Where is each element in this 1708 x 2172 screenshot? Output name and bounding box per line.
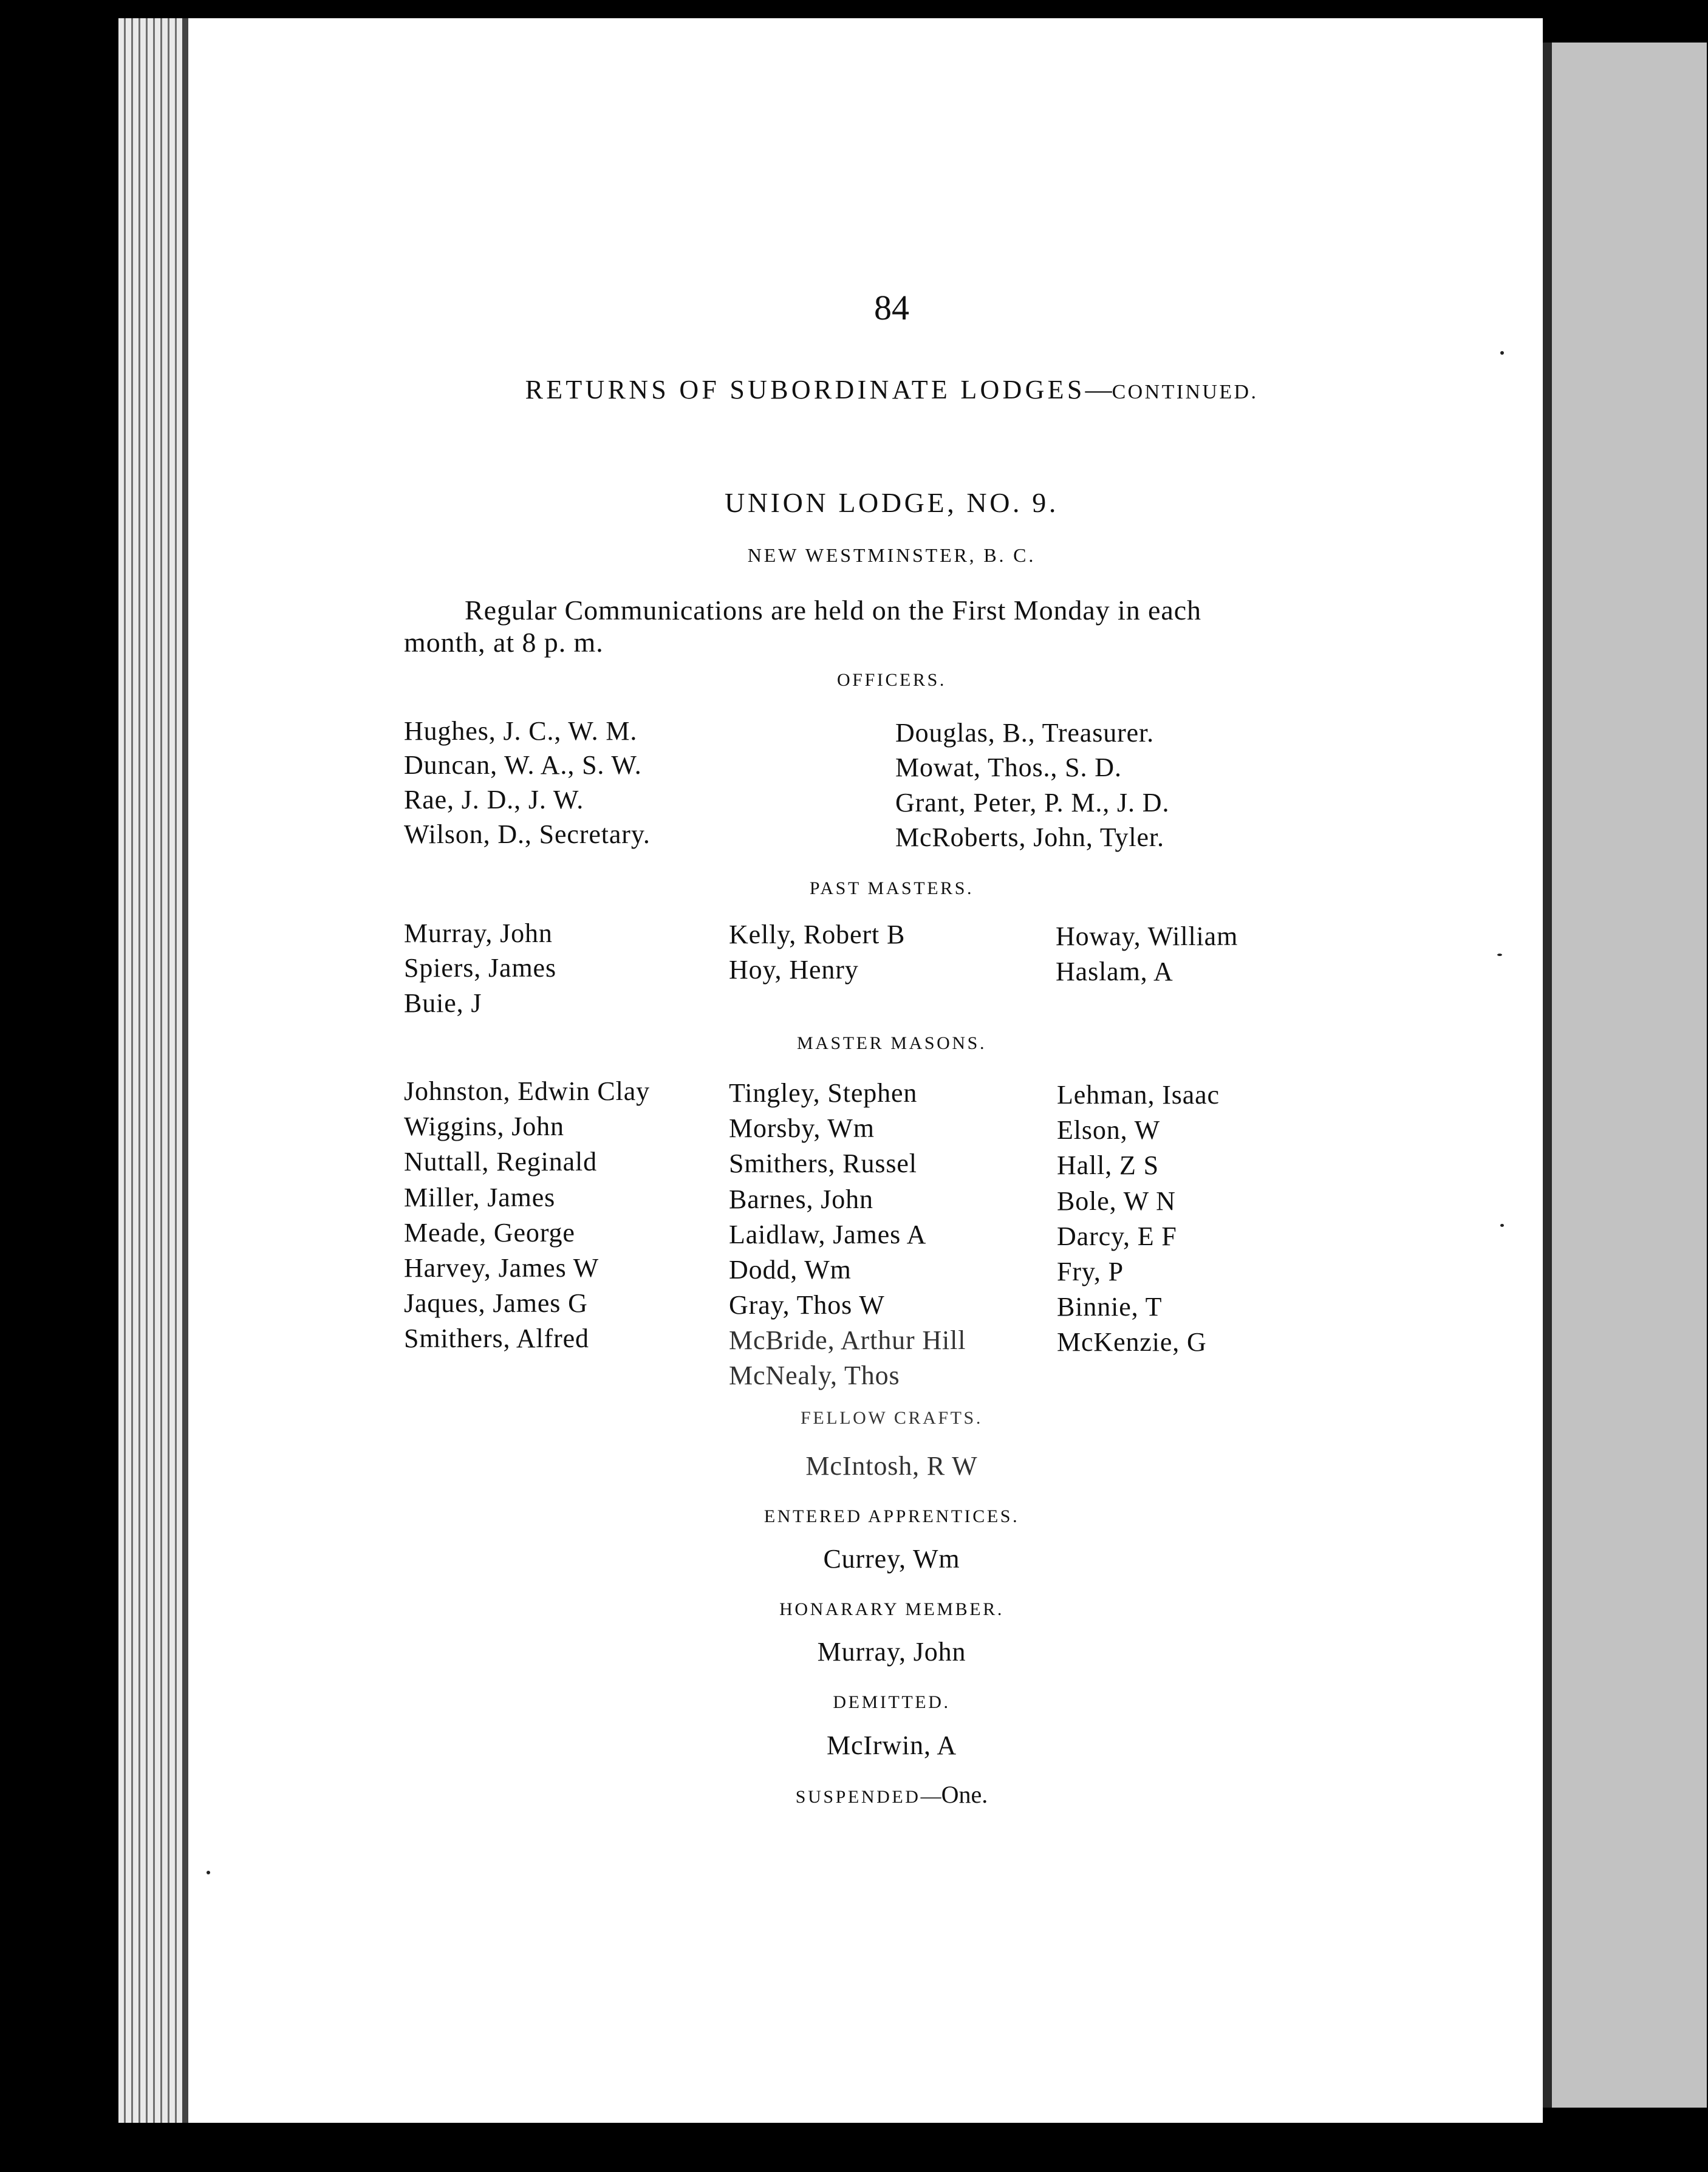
suspended-label: SUSPENDED: [795, 1787, 921, 1807]
scan-speck: [1497, 954, 1502, 956]
officers-heading: OFFICERS.: [837, 670, 946, 690]
past-master-c2-2: Hoy, Henry: [729, 955, 859, 985]
page-number: 84: [874, 288, 909, 327]
master-mason-c2-8: McBride, Arthur Hill: [729, 1325, 966, 1355]
suspended-dash: —: [920, 1785, 941, 1808]
suspended-line: [796, 1783, 988, 1807]
fellow-crafts-name: McIntosh, R W: [805, 1451, 978, 1481]
master-mason-c1-8: Smithers, Alfred: [404, 1323, 589, 1353]
suspended-value: One.: [941, 1781, 988, 1808]
officer-left-1: Hughes, J. C., W. M.: [404, 716, 638, 746]
master-masons-heading: MASTER MASONS.: [796, 1033, 987, 1053]
officer-right-3: Grant, Peter, P. M., J. D.: [895, 788, 1170, 818]
running-title-main: RETURNS OF SUBORDINATE LODGES: [525, 375, 1085, 405]
master-mason-c2-4: Barnes, John: [729, 1184, 873, 1214]
demitted-heading: DEMITTED.: [833, 1692, 951, 1712]
master-mason-c1-5: Meade, George: [404, 1218, 575, 1248]
master-mason-c1-3: Nuttall, Reginald: [404, 1147, 598, 1176]
running-title-suffix: CONTINUED.: [1112, 381, 1259, 403]
entered-apprentices-name: Currey, Wm: [823, 1544, 960, 1574]
master-mason-c2-3: Smithers, Russel: [729, 1149, 917, 1178]
master-mason-c3-8: McKenzie, G: [1057, 1327, 1207, 1357]
master-mason-c3-1: Lehman, Isaac: [1057, 1080, 1220, 1110]
officer-right-1: Douglas, B., Treasurer.: [895, 718, 1155, 748]
officer-right-2: Mowat, Thos., S. D.: [895, 753, 1122, 782]
past-master-c1-2: Spiers, James: [404, 953, 556, 983]
past-master-c3-1: Howay, William: [1056, 921, 1238, 951]
master-mason-c1-2: Wiggins, John: [404, 1112, 564, 1141]
master-mason-c1-6: Harvey, James W: [404, 1253, 600, 1283]
page-gutter-shadow: [182, 18, 188, 2123]
master-mason-c3-6: Fry, P: [1057, 1257, 1124, 1286]
master-mason-c3-4: Bole, W N: [1057, 1186, 1176, 1216]
master-mason-c1-1: Johnston, Edwin Clay: [404, 1076, 651, 1106]
master-mason-c3-3: Hall, Z S: [1057, 1150, 1160, 1180]
scan-speck: [1500, 1224, 1504, 1227]
entered-apprentices-heading: ENTERED APPRENTICES.: [763, 1506, 1020, 1526]
master-mason-c1-4: Miller, James: [404, 1183, 556, 1212]
past-master-c2-1: Kelly, Robert B: [729, 920, 906, 949]
master-mason-c3-5: Darcy, E F: [1057, 1221, 1177, 1251]
scan-speck: [1500, 351, 1504, 355]
master-mason-c2-5: Laidlaw, James A: [729, 1220, 927, 1249]
master-mason-c2-1: Tingley, Stephen: [729, 1078, 918, 1108]
book-page: [188, 18, 1543, 2123]
officer-right-4: McRoberts, John, Tyler.: [895, 822, 1164, 852]
meeting-note-line-1: Regular Communications are held on the First Monday in each: [465, 595, 1201, 626]
master-mason-c2-2: Morsby, Wm: [729, 1113, 875, 1143]
demitted-name: McIrwin, A: [826, 1730, 957, 1760]
master-mason-c3-2: Elson, W: [1057, 1115, 1160, 1145]
master-mason-c2-6: Dodd, Wm: [729, 1255, 852, 1285]
lodge-name: UNION LODGE, NO. 9.: [725, 487, 1059, 518]
meeting-note-line-2: month, at 8 p. m.: [404, 627, 604, 658]
honorary-member-name: Murray, John: [817, 1637, 966, 1667]
lodge-location: NEW WESTMINSTER, B. C.: [747, 544, 1036, 566]
past-masters-heading: PAST MASTERS.: [809, 878, 974, 898]
officer-left-2: Duncan, W. A., S. W.: [404, 750, 642, 780]
past-master-c1-1: Murray, John: [404, 918, 553, 948]
book-page-edges: [118, 18, 188, 2123]
master-mason-c2-7: Gray, Thos W: [729, 1290, 885, 1320]
facing-page: [1552, 43, 1707, 2108]
running-title: [525, 377, 1259, 403]
fellow-crafts-heading: FELLOW CRAFTS.: [801, 1408, 983, 1428]
past-master-c1-3: Buie, J: [404, 988, 482, 1018]
past-master-c3-2: Haslam, A: [1056, 957, 1173, 986]
honorary-member-heading: HONARARY MEMBER.: [779, 1599, 1004, 1619]
scan-speck: [207, 1871, 210, 1874]
master-mason-c3-7: Binnie, T: [1057, 1292, 1163, 1322]
master-mason-c1-7: Jaques, James G: [404, 1288, 588, 1318]
running-title-dash: —: [1085, 375, 1112, 405]
facing-page-edge: [1543, 43, 1552, 2108]
master-mason-c2-9: McNealy, Thos: [729, 1361, 900, 1390]
officer-left-3: Rae, J. D., J. W.: [404, 785, 584, 814]
officer-left-4: Wilson, D., Secretary.: [404, 819, 651, 849]
